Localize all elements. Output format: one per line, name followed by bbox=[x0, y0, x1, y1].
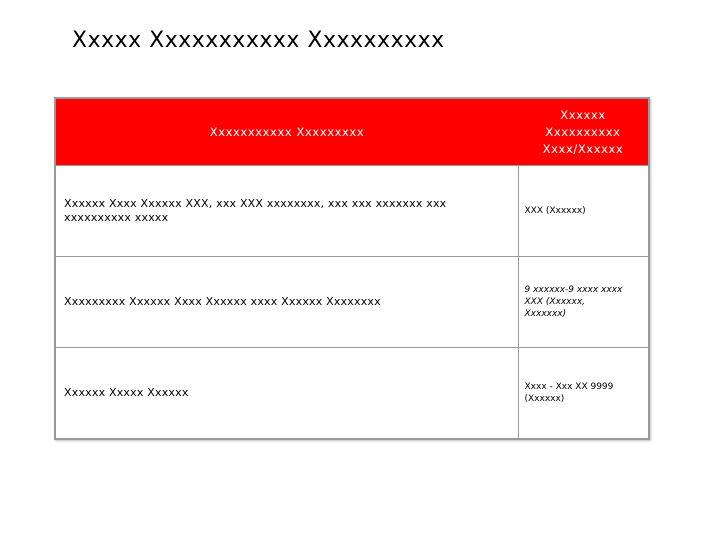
table-cell-description: Xxxxxx Xxxx Xxxxxx XXX, xxx XXX xxxxxxxx, xxx xxx xxxxxxx xxx xxxxxxxxxx xxxxx bbox=[56, 166, 518, 257]
table-cell-timing: 9 xxxxxx-9 xxxx xxxx XXX (Xxxxxx, Xxxxxxx) bbox=[518, 257, 648, 348]
column-header-timing: Xxxxxx Xxxxxxxxxx Xxxx/Xxxxxx bbox=[518, 99, 648, 166]
column-header-description: Xxxxxxxxxxx Xxxxxxxxx bbox=[56, 99, 518, 166]
table-cell-timing: XXX (Xxxxxx) bbox=[518, 166, 648, 257]
table-header-row bbox=[56, 99, 648, 166]
slide-title: Xxxxx Xxxxxxxxxxx Xxxxxxxxxx bbox=[72, 28, 445, 53]
table-cell-timing: Xxxx - Xxx XX 9999 (Xxxxxx) bbox=[518, 348, 648, 439]
info-table bbox=[54, 97, 650, 440]
table-cell-description: Xxxxxx Xxxxx Xxxxxx bbox=[56, 348, 518, 439]
info-table-grid bbox=[56, 99, 648, 438]
table-cell-description: Xxxxxxxxx Xxxxxx Xxxx Xxxxxx xxxx Xxxxxx Xxxxxxxx bbox=[56, 257, 518, 348]
table-row bbox=[56, 166, 648, 257]
table-row bbox=[56, 348, 648, 439]
table-row bbox=[56, 257, 648, 348]
